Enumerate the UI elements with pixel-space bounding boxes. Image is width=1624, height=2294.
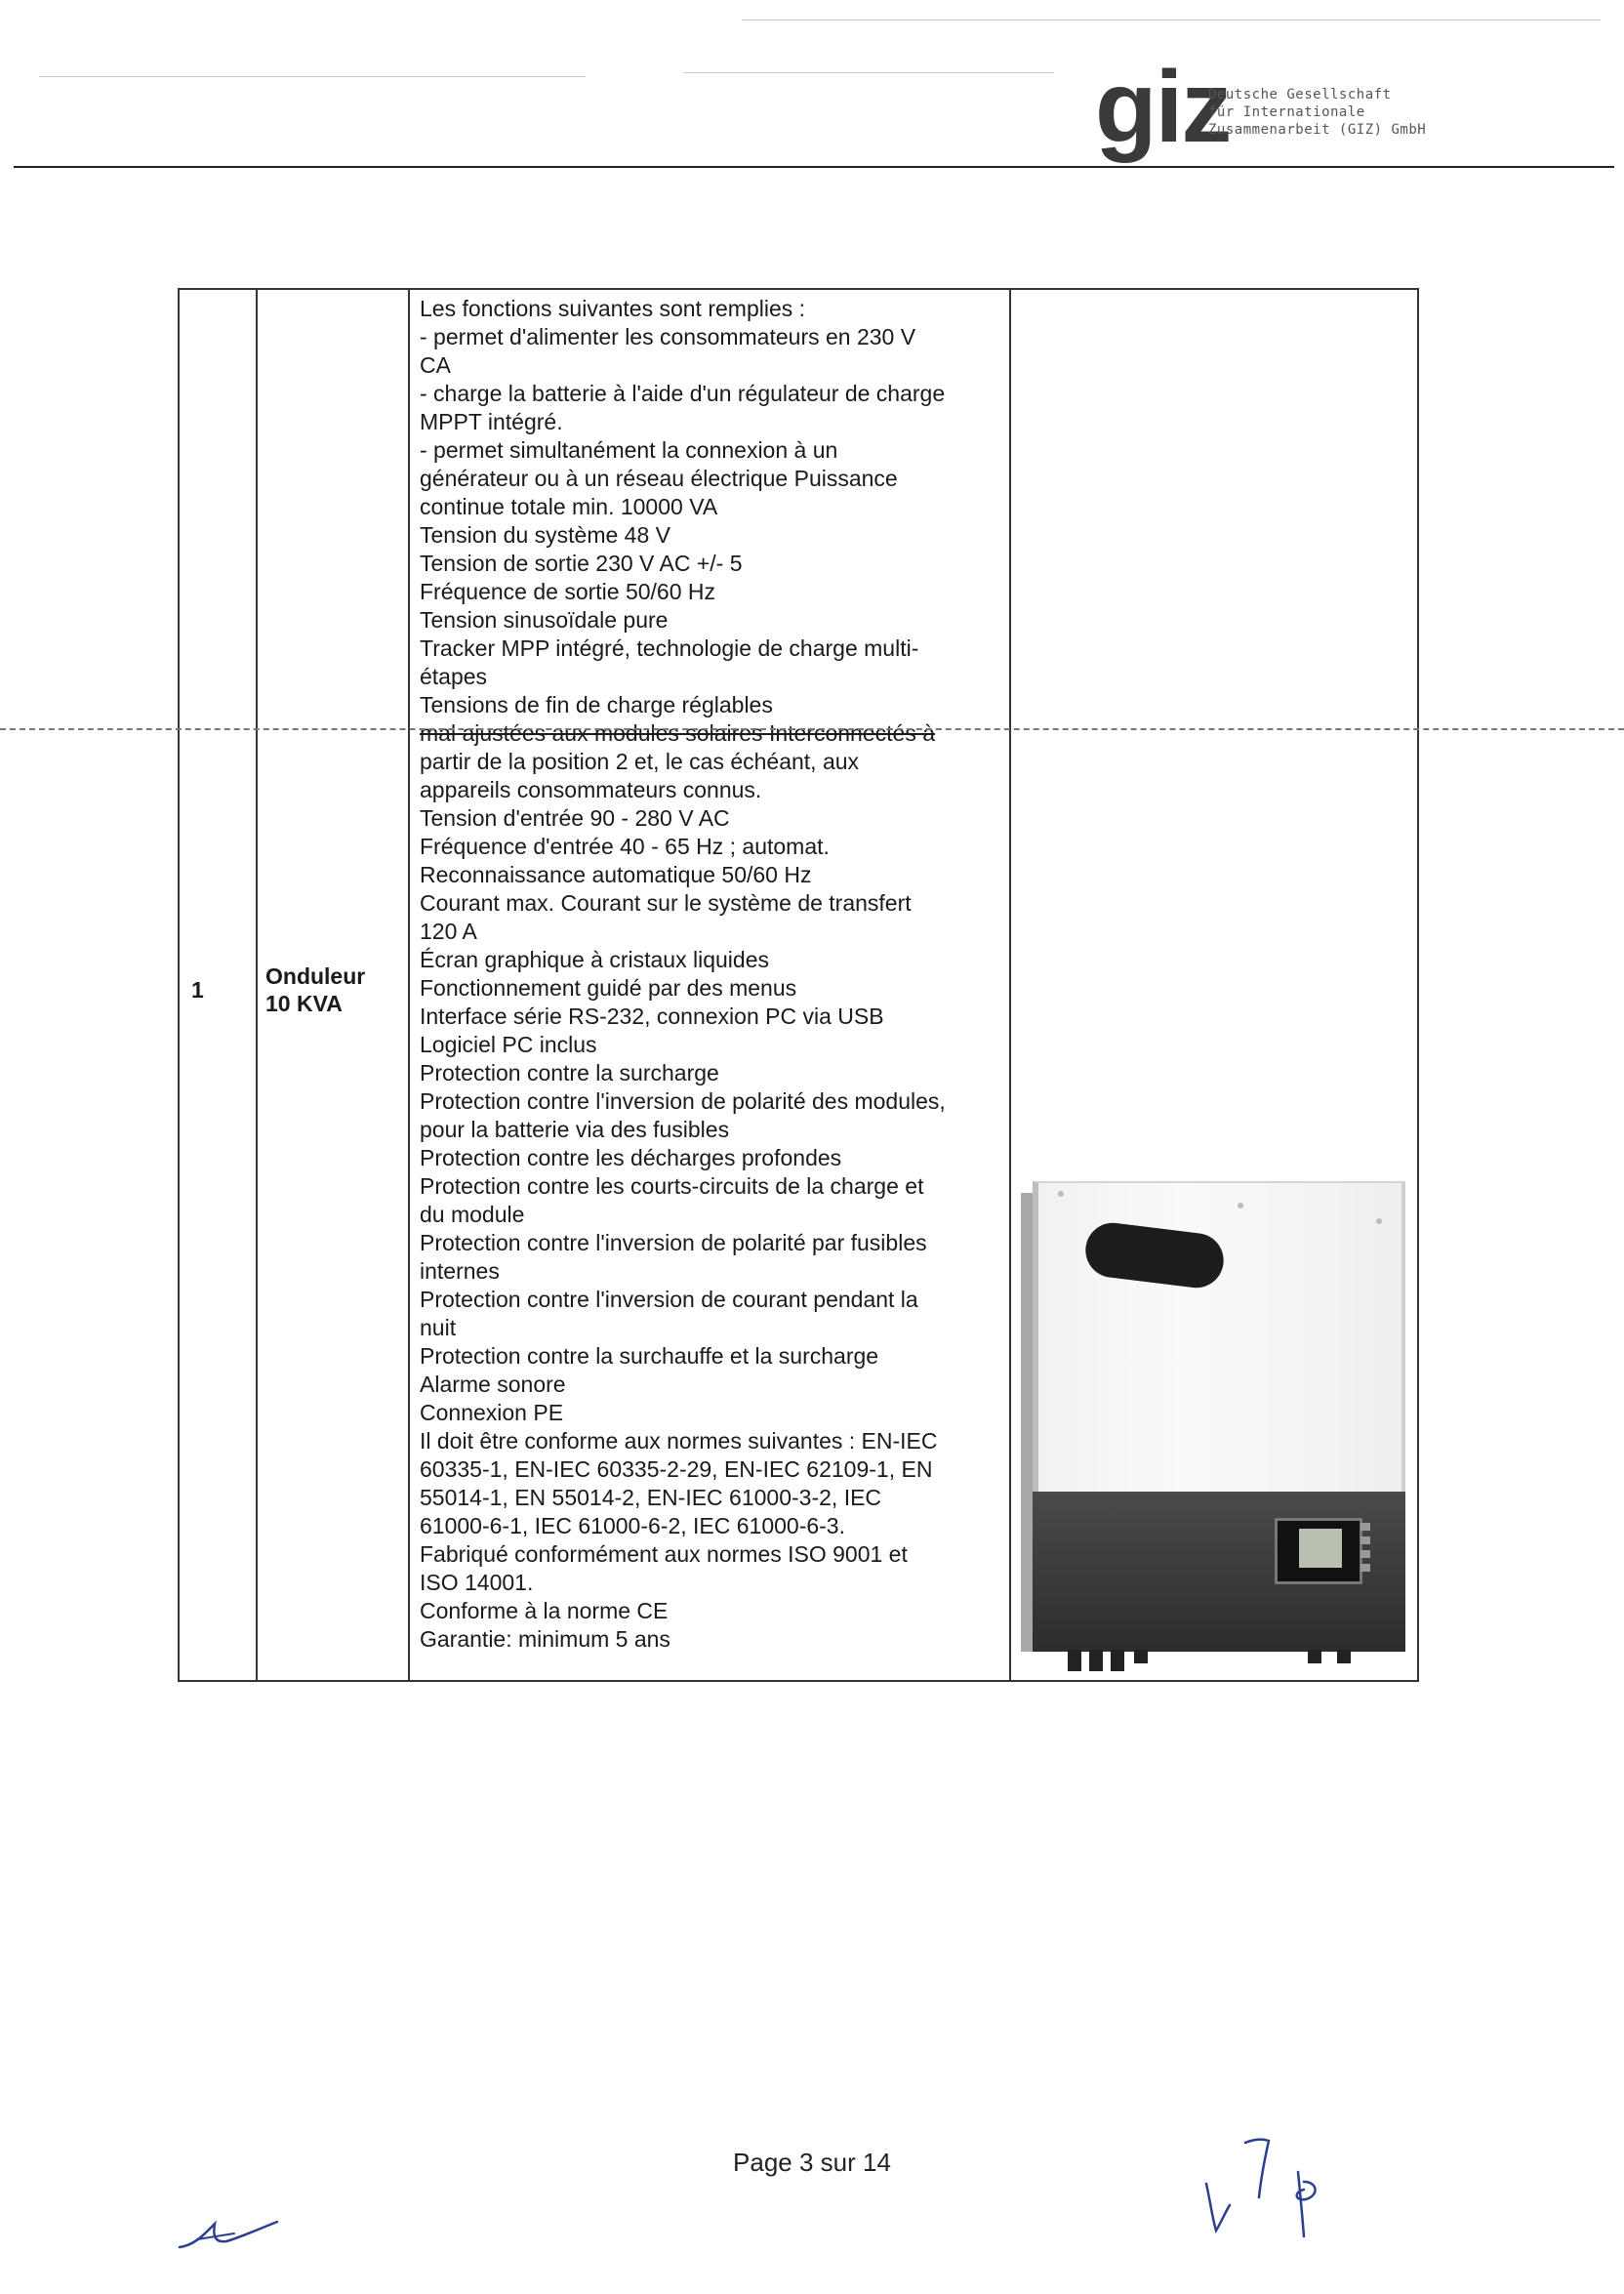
description-line: générateur ou à un réseau électrique Puissance xyxy=(420,466,898,491)
description-line: Protection contre la surcharge xyxy=(420,1060,719,1086)
inverter-buttons xyxy=(1360,1523,1370,1574)
inverter-connector xyxy=(1089,1650,1103,1671)
handwritten-initials-left xyxy=(176,2216,283,2255)
header-rule xyxy=(14,166,1614,168)
item-number: 1 xyxy=(191,976,204,1003)
inverter-lcd-screen xyxy=(1275,1518,1362,1584)
inverter-photo xyxy=(1019,1181,1405,1673)
description-line: Fonctionnement guidé par des menus xyxy=(420,975,797,1001)
description-line: Fréquence de sortie 50/60 Hz xyxy=(420,579,716,604)
giz-org-line: für Internationale xyxy=(1208,104,1365,120)
description-line: 120 A xyxy=(420,919,477,944)
description-line: Les fonctions suivantes sont remplies : xyxy=(420,296,806,321)
description-line: Alarme sonore xyxy=(420,1372,566,1397)
description-line: Protection contre les décharges profondes xyxy=(420,1145,842,1170)
giz-organisation-name xyxy=(1208,86,1426,139)
description-line: pour la batterie via des fusibles xyxy=(420,1117,730,1142)
description-line: Courant max. Courant sur le système de transfert xyxy=(420,890,912,916)
description-line: Tensions de fin de charge réglables xyxy=(420,692,773,717)
description-line: appareils consommateurs connus. xyxy=(420,777,762,802)
item-name-line: Onduleur xyxy=(265,963,366,989)
description-line: - permet simultanément la connexion à un xyxy=(420,437,838,463)
description-line: Protection contre la surchauffe et la surcharge xyxy=(420,1343,879,1369)
description-line: Protection contre l'inversion de polarité des modules, xyxy=(420,1088,946,1114)
description-line: mal ajustées aux modules solaires Interconnectés à xyxy=(420,720,936,746)
description-line: Tension sinusoïdale pure xyxy=(420,607,669,633)
item-number-cell xyxy=(179,289,257,1681)
inverter-connector xyxy=(1111,1650,1124,1671)
description-line: Tension du système 48 V xyxy=(420,522,670,548)
inverter-screw xyxy=(1058,1191,1064,1197)
description-line: Tension d'entrée 90 - 280 V AC xyxy=(420,805,730,831)
scan-mark xyxy=(39,76,586,77)
inverter-connector xyxy=(1068,1650,1081,1671)
description-line: Interface série RS-232, connexion PC via USB xyxy=(420,1004,884,1029)
item-name-cell xyxy=(257,289,409,1681)
item-description xyxy=(410,290,1009,1654)
description-line: Protection contre l'inversion de polarité par fusibles xyxy=(420,1230,927,1255)
description-line: nuit xyxy=(420,1315,457,1340)
item-description-cell xyxy=(409,289,1010,1681)
inverter-lcd-display xyxy=(1299,1529,1342,1568)
description-line: continue totale min. 10000 VA xyxy=(420,494,718,519)
item-name-line: 10 KVA xyxy=(265,991,343,1016)
description-line: Écran graphique à cristaux liquides xyxy=(420,947,769,972)
description-line: - charge la batterie à l'aide d'un régulateur de charge xyxy=(420,381,946,406)
description-line: Fréquence d'entrée 40 - 65 Hz ; automat. xyxy=(420,834,830,859)
inverter-screw xyxy=(1238,1203,1243,1208)
inverter-connector xyxy=(1337,1650,1351,1663)
page-break-line xyxy=(0,728,1624,730)
giz-org-line: Deutsche Gesellschaft xyxy=(1208,87,1392,102)
description-line: partir de la position 2 et, le cas échéant, aux xyxy=(420,749,860,774)
description-line: Garantie: minimum 5 ans xyxy=(420,1626,670,1652)
description-line: Connexion PE xyxy=(420,1400,564,1425)
description-line: Logiciel PC inclus xyxy=(420,1032,597,1057)
description-line: Il doit être conforme aux normes suivantes : EN-IEC xyxy=(420,1428,938,1454)
description-line: Protection contre l'inversion de courant pendant la xyxy=(420,1287,918,1312)
description-line: étapes xyxy=(420,664,488,689)
scan-mark xyxy=(683,72,1054,73)
giz-org-line: Zusammenarbeit (GIZ) GmbH xyxy=(1208,122,1427,138)
handwritten-initials-right xyxy=(1200,2133,1327,2240)
description-line: Reconnaissance automatique 50/60 Hz xyxy=(420,862,812,887)
description-line: Tracker MPP intégré, technologie de charge multi- xyxy=(420,635,919,661)
description-line: MPPT intégré. xyxy=(420,409,563,434)
page-number: Page 3 sur 14 xyxy=(733,2148,891,2177)
inverter-connector xyxy=(1134,1650,1148,1663)
description-line: 61000-6-1, IEC 61000-6-2, IEC 61000-6-3. xyxy=(420,1513,845,1538)
inverter-connector xyxy=(1308,1650,1321,1663)
description-line: Tension de sortie 230 V AC +/- 5 xyxy=(420,551,743,576)
description-line: Fabriqué conformément aux normes ISO 9001 et xyxy=(420,1541,908,1567)
giz-logo: giz xyxy=(1095,51,1231,164)
description-line: Protection contre les courts-circuits de la charge et xyxy=(420,1173,924,1199)
description-line: - permet d'alimenter les consommateurs en 230 V xyxy=(420,324,916,349)
description-line: 55014-1, EN 55014-2, EN-IEC 61000-3-2, IEC xyxy=(420,1485,882,1510)
description-line: 60335-1, EN-IEC 60335-2-29, EN-IEC 62109-1, EN xyxy=(420,1456,933,1482)
description-line: Conforme à la norme CE xyxy=(420,1598,669,1623)
item-name xyxy=(258,963,408,1017)
description-line: du module xyxy=(420,1202,525,1227)
description-line: CA xyxy=(420,352,451,378)
description-line: internes xyxy=(420,1258,500,1284)
description-line: ISO 14001. xyxy=(420,1570,534,1595)
inverter-screw xyxy=(1376,1218,1382,1224)
